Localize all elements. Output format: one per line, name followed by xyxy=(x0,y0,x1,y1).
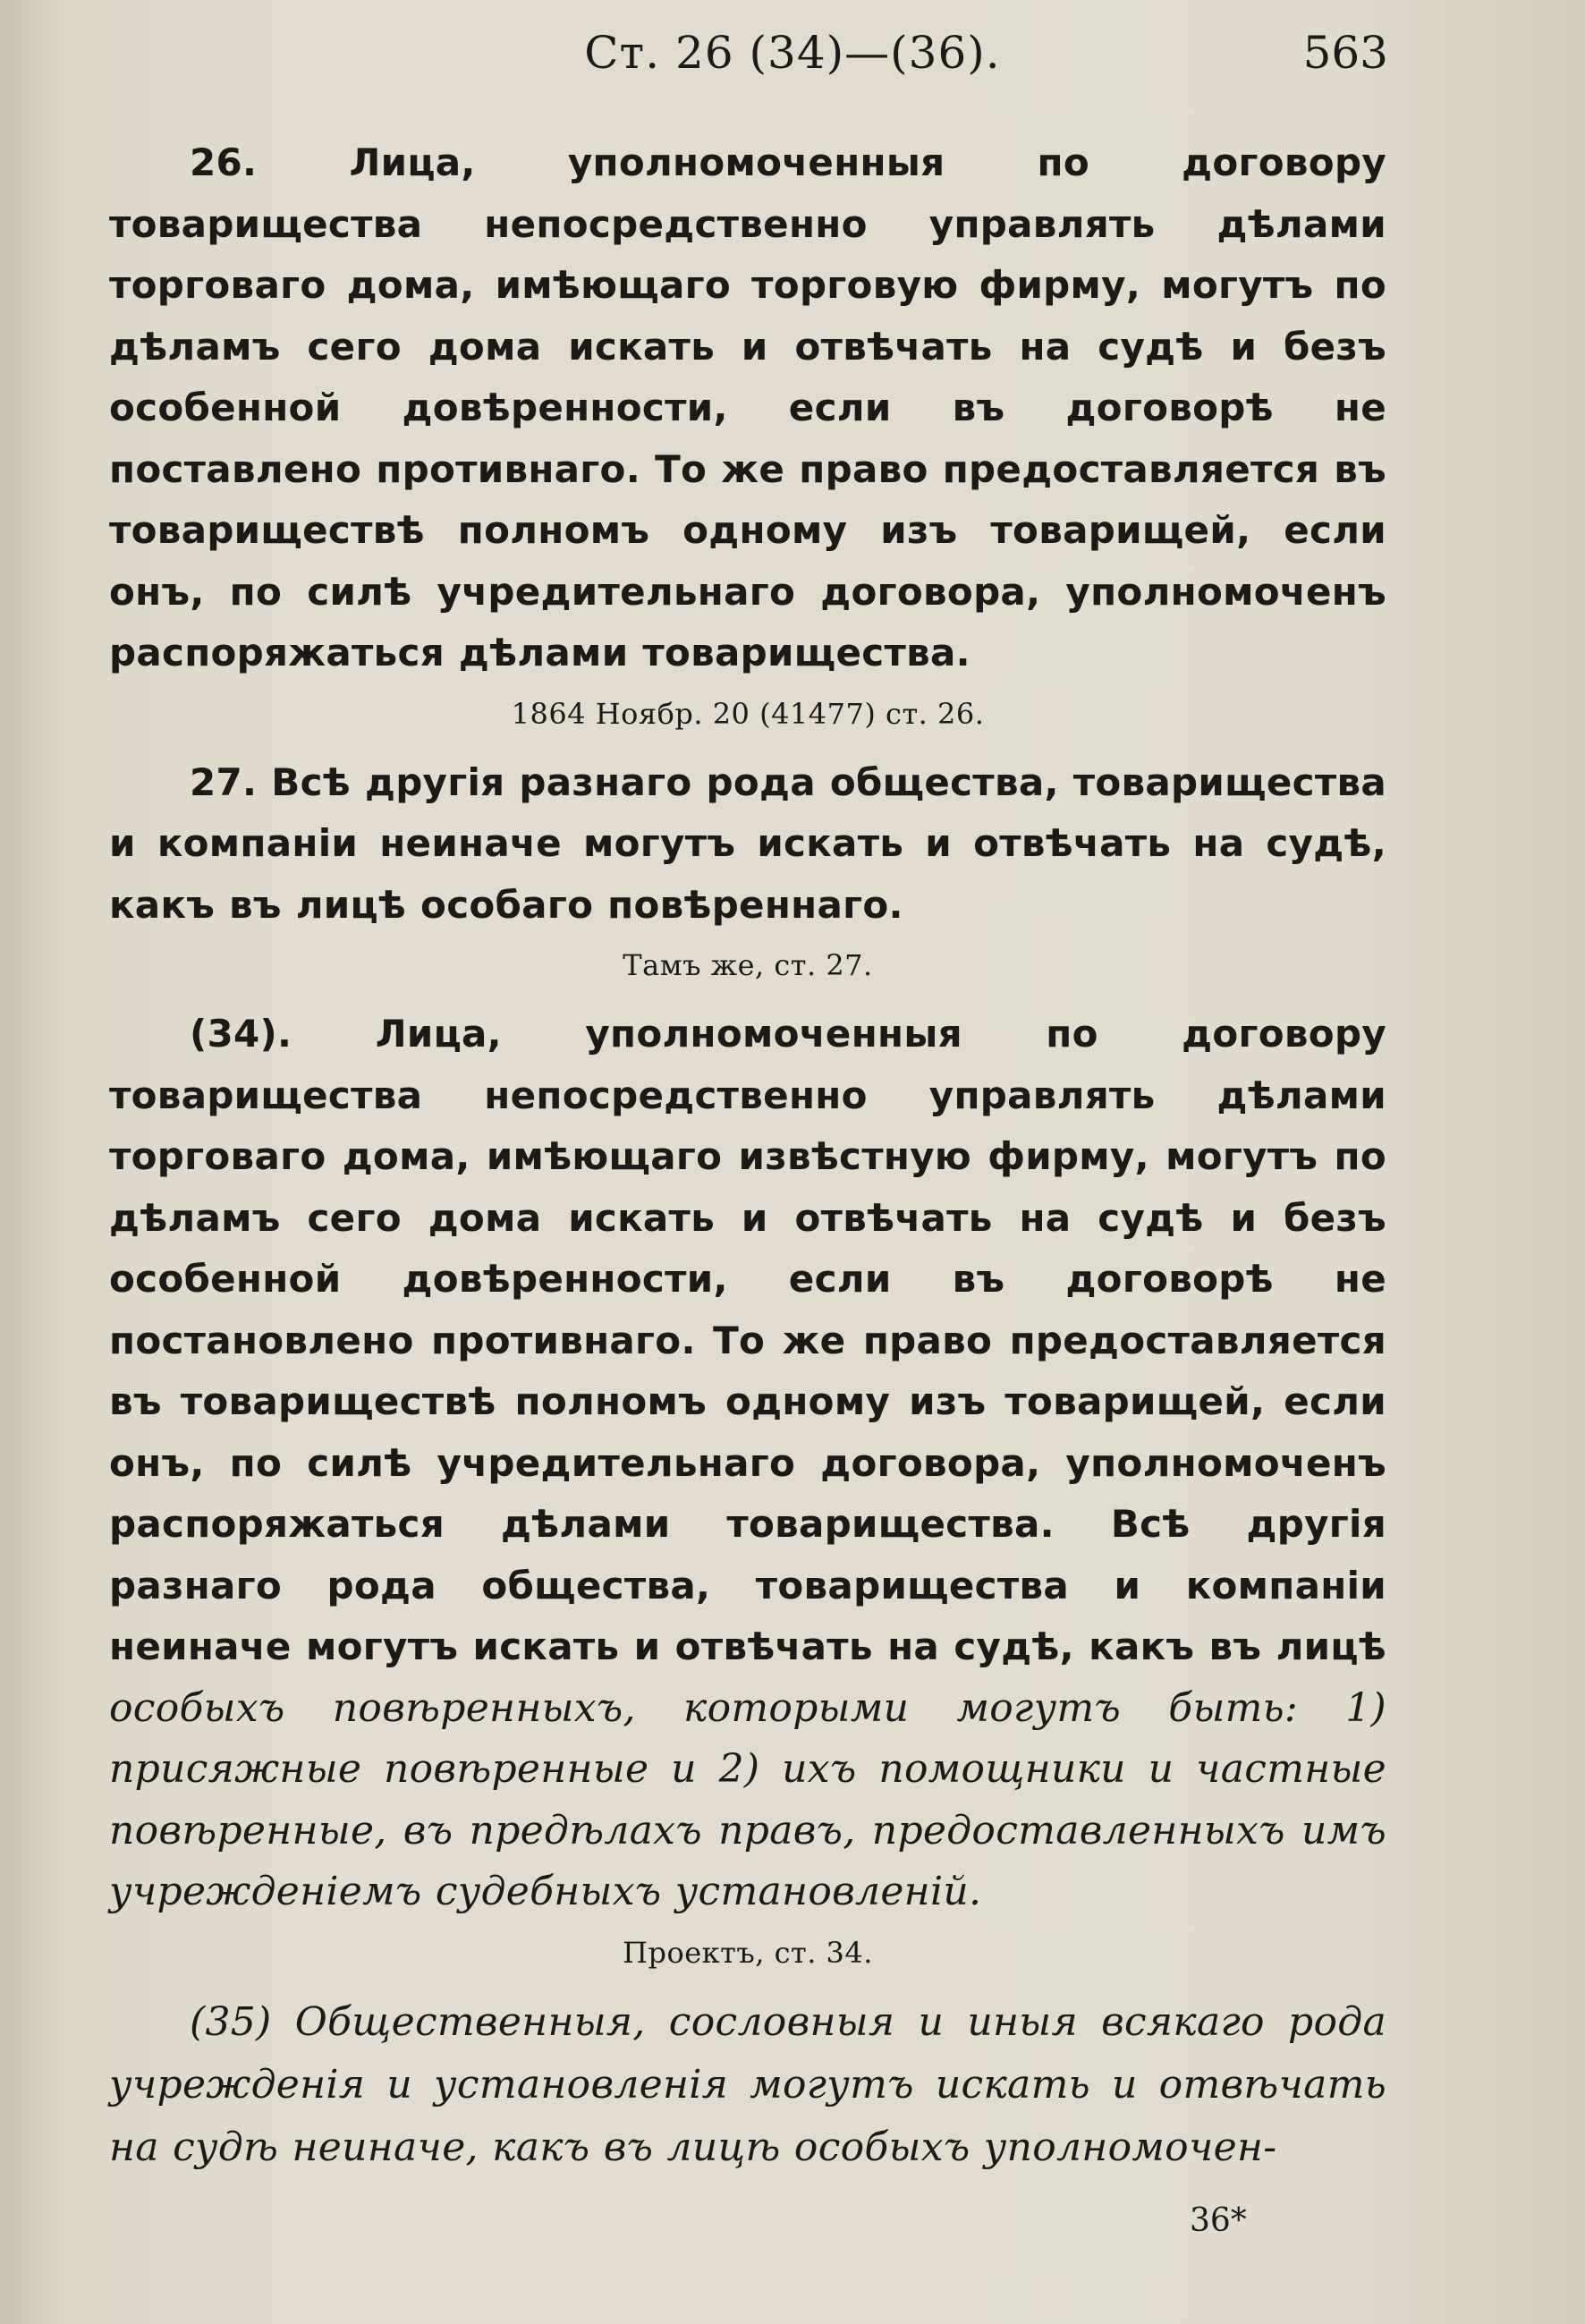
signature-mark: 36* xyxy=(1190,2202,1247,2239)
article-number: (35) xyxy=(190,1998,272,2045)
page-content xyxy=(109,132,1386,2179)
article-27 xyxy=(109,752,1386,937)
article-text: Лица, уполномоченныя по договору товарищества непосредственно управлять дѣлами торговаго дома, имѣющаго торговую фирму, могутъ по дѣламъ сего дома искать и отвѣчать на судѣ и безъ особенной довѣренности, если въ договорѣ не поставлено противнаго. То же право предоставляется въ товариществѣ полномъ одному изъ товарищей, если онъ, по силѣ учредительнаго договора, уполномоченъ распоряжаться дѣлами товарищества. xyxy=(109,140,1386,674)
article-number: 27. xyxy=(190,759,258,804)
article-35 xyxy=(109,1991,1386,2179)
article-text: Общественныя, сословныя и иныя всякаго рода учрежденія и установленія могутъ искать и отвѣчать на судѣ неиначе, какъ въ лицѣ особыхъ уполномочен- xyxy=(109,1998,1386,2170)
article-34 xyxy=(109,1004,1386,1923)
article-26 xyxy=(109,132,1386,684)
article-source: Проектъ, ст. 34. xyxy=(623,1935,873,1970)
article-text: Всѣ другія разнаго рода общества, товарищества и компаніи неиначе могутъ искать и отвѣчать на судѣ, какъ въ лицѣ особаго повѣреннаго. xyxy=(109,759,1386,927)
article-number: 26. xyxy=(190,140,258,184)
article-source: Тамъ же, ст. 27. xyxy=(623,948,873,982)
article-number: (34). xyxy=(190,1012,292,1056)
article-source: 1864 Ноябр. 20 (41477) ст. 26. xyxy=(511,696,985,731)
page-header xyxy=(0,27,1585,98)
running-title: Ст. 26 (34)—(36). xyxy=(584,27,1001,79)
article-text: Лица, уполномоченныя по договору товарищества непосредственно управлять дѣлами торговаго дома, имѣющаго извѣстную фирму, могутъ по дѣламъ сего дома искать и отвѣчать на судѣ и безъ особенной довѣренности, если въ договорѣ не постановлено противнаго. То же право предоставляется въ товариществѣ полномъ одному изъ товарищей, если онъ, по силѣ учредительнаго договора, уполномоченъ распоряжаться дѣлами товарищества. Всѣ другія разнаго рода общества, товарищества и компаніи неиначе могутъ искать и отвѣчать на судѣ, какъ въ лицѣ xyxy=(109,1012,1386,1668)
page-number: 563 xyxy=(1302,27,1388,79)
article-italic-text: особыхъ повѣренныхъ, которыми могутъ быть: 1) присяжные повѣренные и 2) ихъ помощники и частные повѣренные, въ предѣлахъ правъ, предоставленныхъ имъ учрежденіемъ судебныхъ установленій. xyxy=(109,1684,1386,1914)
